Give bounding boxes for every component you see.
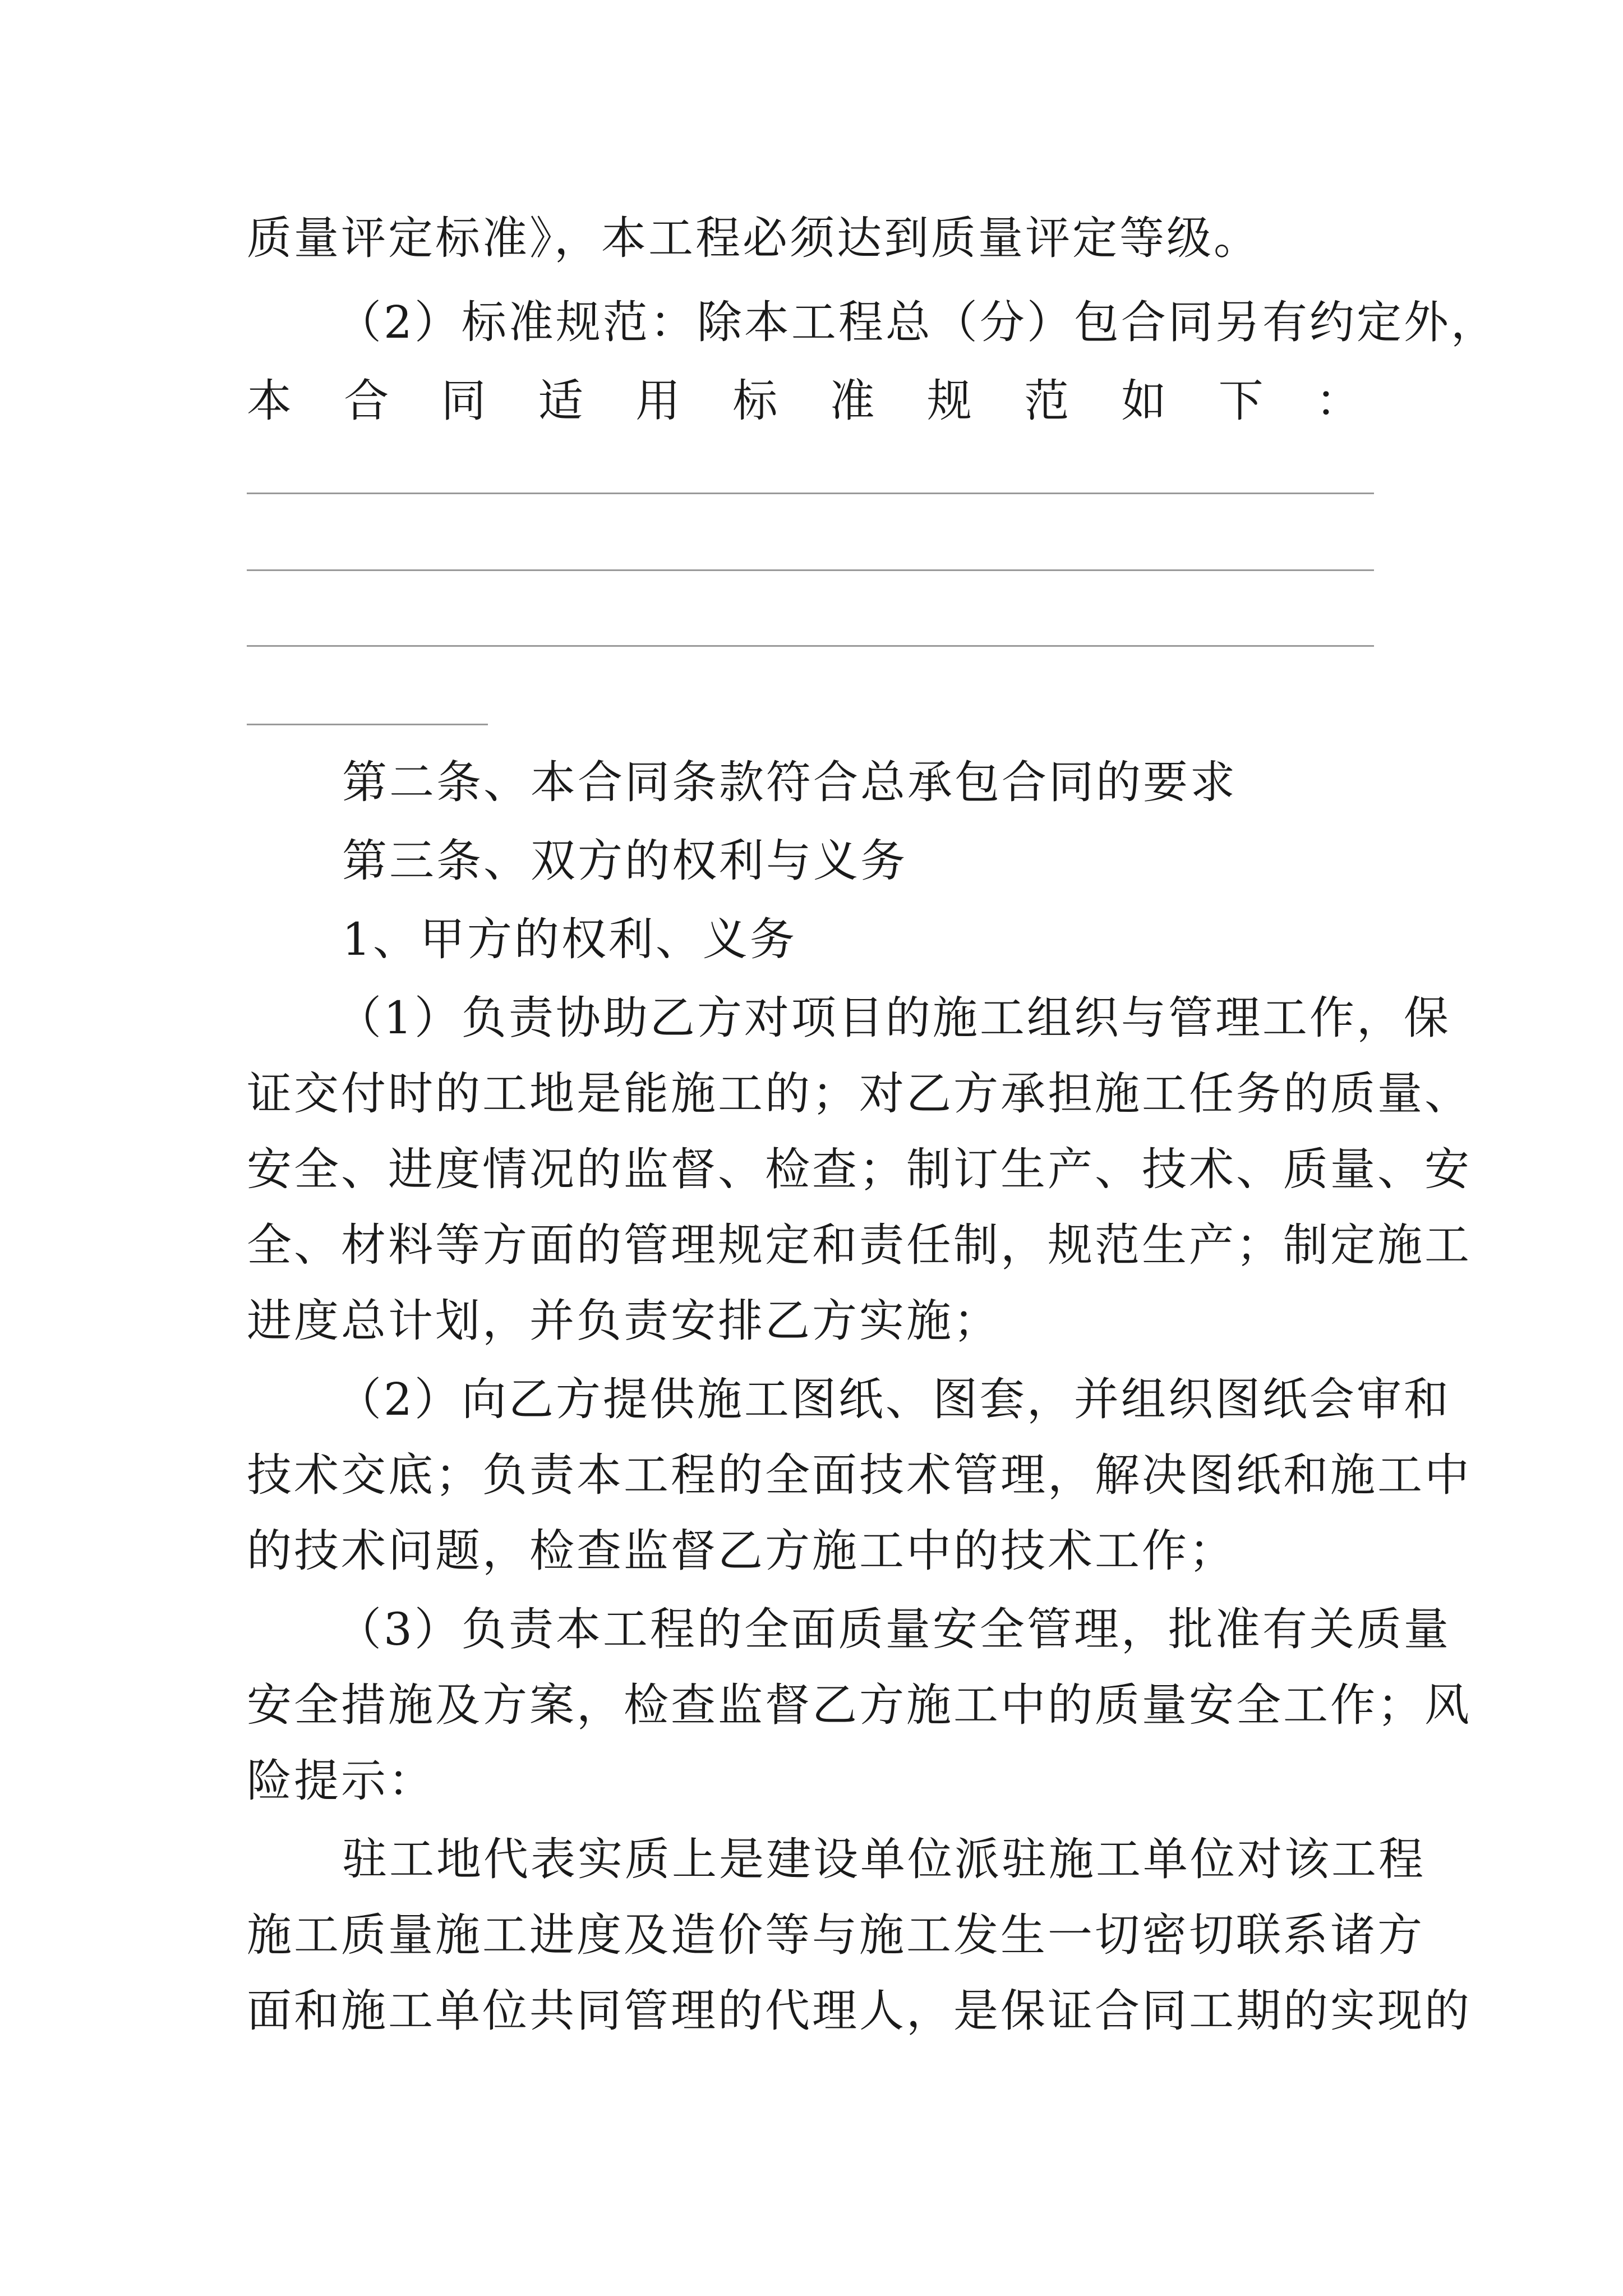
text-line: 质量评定标准》，本工程必须达到质量评定等级。 (247, 212, 1261, 264)
text-line: （3）负责本工程的全面质量安全管理，批准有关质量 (336, 1603, 1451, 1655)
section-heading: 1、甲方的权利、义务 (342, 913, 797, 965)
blank-fill-line (247, 569, 1374, 571)
text-line: 进度总计划，并负责安排乙方实施； (247, 1295, 1000, 1347)
text-line: 全、材料等方面的管理规定和责任制，规范生产；制定施工 (247, 1219, 1472, 1271)
blank-fill-line (247, 645, 1374, 647)
text-line: （2）向乙方提供施工图纸、图套，并组织图纸会审和 (336, 1373, 1451, 1425)
clause-heading: 第三条、双方的权利与义务 (342, 835, 907, 887)
text-line: 的技术问题，检查监督乙方施工中的技术工作； (247, 1525, 1236, 1577)
text-line: （1）负责协助乙方对项目的施工组织与管理工作，保 (336, 992, 1451, 1044)
spaced-text-line: 本 合 同 适 用 标 准 规 范 如 下 ： (247, 375, 1363, 427)
text-line: 安全措施及方案，检查监督乙方施工中的质量安全工作；风 (247, 1679, 1472, 1731)
text-line: 证交付时的工地是能施工的；对乙方承担施工任务的质量、 (247, 1068, 1472, 1120)
text-line: 技术交底；负责本工程的全面技术管理，解决图纸和施工中 (247, 1449, 1472, 1501)
blank-fill-line (247, 724, 488, 725)
text-line: 驻工地代表实质上是建设单位派驻施工单位对该工程 (342, 1833, 1426, 1885)
text-line: （2）标准规范：除本工程总（分）包合同另有约定外， (336, 296, 1498, 348)
text-line: 施工质量施工进度及造价等与施工发生一切密切联系诸方 (247, 1909, 1424, 1961)
clause-heading: 第二条、本合同条款符合总承包合同的要求 (342, 756, 1237, 808)
text-line: 安全、进度情况的监督、检查；制订生产、技术、质量、安 (247, 1143, 1472, 1195)
text-line: 面和施工单位共同管理的代理人，是保证合同工期的实现的 (247, 1985, 1472, 2037)
text-line: 险提示： (247, 1755, 435, 1807)
blank-fill-line (247, 493, 1374, 494)
